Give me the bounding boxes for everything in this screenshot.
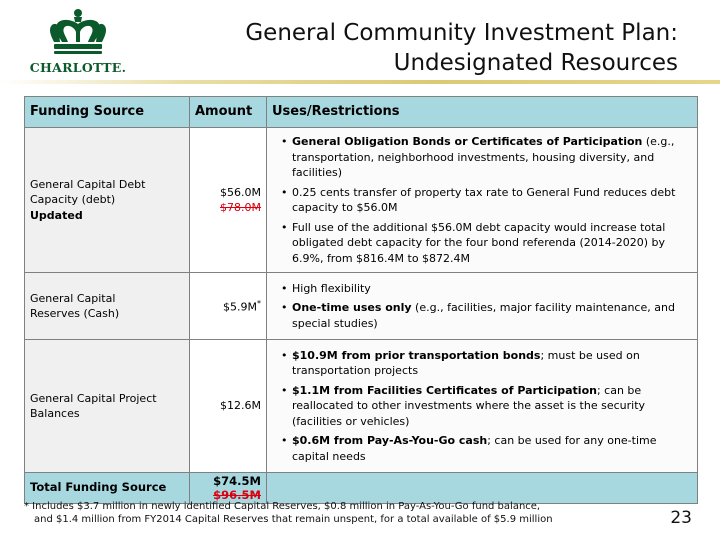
amount-cell: $12.6M xyxy=(190,340,267,473)
table-row xyxy=(25,273,698,340)
amount-cell: $56.0M $78.0M xyxy=(190,128,267,273)
uses-cell xyxy=(267,128,698,273)
table-row xyxy=(25,128,698,273)
total-amount-cell: $74.5M $96.5M xyxy=(190,473,267,504)
table-row xyxy=(25,340,698,473)
uses-cell xyxy=(267,340,698,473)
list-item: • $1.1M from Facilities Certificates of Participation; can be reallocated to other investments where the asset is the security (facilities or vehicles) xyxy=(281,383,691,430)
list-item: • One-time uses only (e.g., facilities, major facility maintenance, and special studies) xyxy=(281,300,691,331)
list-item: • High flexibility xyxy=(281,281,691,297)
charlotte-logo xyxy=(28,8,128,80)
old-amount: $78.0M xyxy=(220,201,261,214)
list-item: • 0.25 cents transfer of property tax rate to General Fund reduces debt capacity to $56.0M xyxy=(281,185,691,216)
total-uses-cell xyxy=(267,473,698,504)
crown-icon xyxy=(48,8,108,58)
title-line-2: Undesignated Resources xyxy=(393,50,678,76)
footnote: * Includes $3.7 million in newly identified Capital Reserves, $0.8 million in Pay-As-You-Go fund balance, and $1.4 million from FY2014 Capital Reserves that remain unspent, for a total available of $5.9 million xyxy=(24,501,553,525)
title-line-1: General Community Investment Plan: xyxy=(245,20,678,46)
source-cell: General Capital Debt Capacity (debt) Updated xyxy=(25,128,190,273)
header-uses: Uses/Restrictions xyxy=(267,97,698,128)
uses-cell xyxy=(267,273,698,340)
header-amount: Amount xyxy=(190,97,267,128)
header-funding-source: Funding Source xyxy=(25,97,190,128)
page-title xyxy=(245,18,678,78)
footnote-marker: * xyxy=(257,299,261,309)
old-total-amount: $96.5M xyxy=(213,488,261,502)
updated-note: Updated xyxy=(30,208,83,222)
page-number: 23 xyxy=(670,508,692,528)
title-divider xyxy=(0,80,720,84)
source-cell: General Capital Project Balances xyxy=(25,340,190,473)
list-item: • $10.9M from prior transportation bonds; must be used on transportation projects xyxy=(281,348,691,379)
total-label: Total Funding Source xyxy=(25,473,190,504)
total-row xyxy=(25,473,698,504)
list-item: • Full use of the additional $56.0M debt capacity would increase total obligated debt capacity for the four bond referenda (2014-2020) by 6.9%, from $816.4M to $872.4M xyxy=(281,220,691,267)
table-header-row xyxy=(25,97,698,128)
logo-wordmark: CHARLOTTE. xyxy=(29,60,127,75)
list-item: • General Obligation Bonds or Certificates of Participation (e.g., transportation, neighborhood investments, housing diversity, and facilities) xyxy=(281,134,691,181)
list-item: • $0.6M from Pay-As-You-Go cash; can be used for any one-time capital needs xyxy=(281,433,691,464)
amount-cell: $5.9M* xyxy=(190,273,267,340)
funding-table xyxy=(24,96,698,504)
source-cell: General Capital Reserves (Cash) xyxy=(25,273,190,340)
